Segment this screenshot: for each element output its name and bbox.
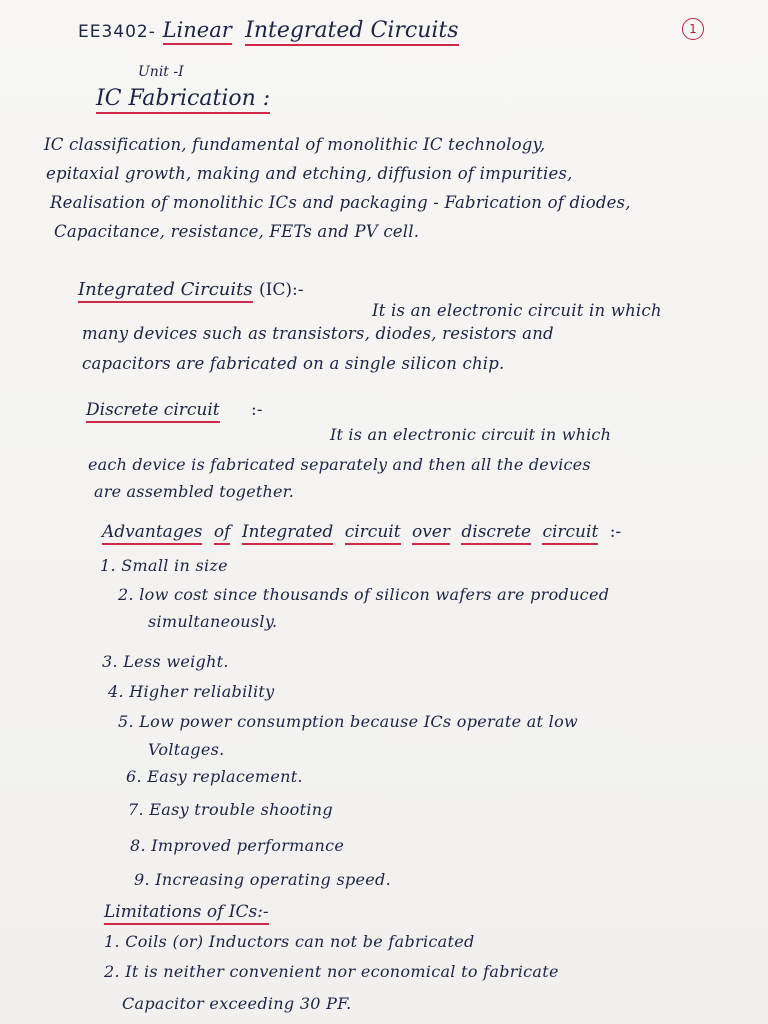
limitations-heading — [104, 902, 269, 922]
discrete-def-line-1: It is an electronic circuit in which — [330, 425, 612, 444]
advantage-item-5-cont: Voltages. — [148, 740, 225, 759]
discrete-heading — [86, 400, 263, 420]
syllabus-line-2: epitaxial growth, making and etching, diffusion of impurities, — [46, 164, 573, 183]
advantage-item-8: 8. Improved performance — [130, 836, 345, 855]
adv-word-colon: :- — [609, 522, 622, 542]
adv-word-of: of — [214, 522, 231, 545]
adv-word-integrated: Integrated — [242, 522, 333, 545]
syllabus-line-1: IC classification, fundamental of monolithic IC technology, — [44, 135, 546, 154]
syllabus-line-4: Capacitance, resistance, FETs and PV cell. — [54, 222, 420, 241]
discrete-suffix: :- — [251, 400, 263, 420]
advantage-item-7: 7. Easy trouble shooting — [128, 800, 333, 819]
syllabus-line-3: Realisation of monolithic ICs and packaging - Fabrication of diodes, — [50, 193, 631, 212]
advantages-heading — [102, 522, 621, 542]
unit-label: Unit -I — [138, 64, 184, 80]
course-header — [78, 18, 459, 43]
advantage-item-3: 3. Less weight. — [102, 652, 229, 671]
discrete-term: Discrete circuit — [86, 400, 220, 423]
advantage-item-4: 4. Higher reliability — [108, 682, 275, 701]
ic-def-line-3: capacitors are fabricated on a single silicon chip. — [82, 354, 505, 373]
limitation-item-2-cont: Capacitor exceeding 30 PF. — [122, 994, 352, 1013]
ic-def-line-2: many devices such as transistors, diodes, resistors and — [82, 324, 554, 343]
advantage-item-1: 1. Small in size — [100, 556, 228, 575]
adv-word-over: over — [412, 522, 450, 545]
advantage-item-5: 5. Low power consumption because ICs operate at low — [118, 712, 579, 731]
adv-word-circuit-2: circuit — [542, 522, 598, 545]
course-name-linear: Linear — [163, 18, 232, 45]
advantage-item-6: 6. Easy replacement. — [126, 767, 303, 786]
adv-word-advantages: Advantages — [102, 522, 202, 545]
advantage-item-2-cont: simultaneously. — [148, 612, 278, 631]
section-title-text: IC Fabrication : — [96, 86, 270, 114]
ic-abbr: (IC):- — [258, 280, 304, 300]
ic-definition-heading — [78, 276, 303, 300]
adv-word-discrete: discrete — [461, 522, 531, 545]
section-title — [96, 86, 270, 111]
ic-term: Integrated Circuits — [78, 279, 253, 303]
advantage-item-9: 9. Increasing operating speed. — [134, 870, 391, 889]
discrete-def-line-2: each device is fabricated separately and then all the devices — [88, 455, 591, 474]
page-number-badge: 1 — [682, 18, 704, 40]
discrete-def-line-3: are assembled together. — [94, 482, 295, 501]
ic-def-line-1: It is an electronic circuit in which — [372, 301, 662, 320]
advantage-item-2: 2. low cost since thousands of silicon wafers are produced — [118, 585, 610, 604]
limitations-heading-text: Limitations of ICs:- — [104, 902, 269, 925]
limitation-item-1: 1. Coils (or) Inductors can not be fabricated — [104, 932, 475, 951]
adv-word-circuit: circuit — [345, 522, 401, 545]
course-name-rest: Integrated Circuits — [245, 18, 458, 46]
course-code: EE3402- — [78, 22, 156, 42]
limitation-item-2: 2. It is neither convenient nor economical to fabricate — [104, 962, 559, 981]
